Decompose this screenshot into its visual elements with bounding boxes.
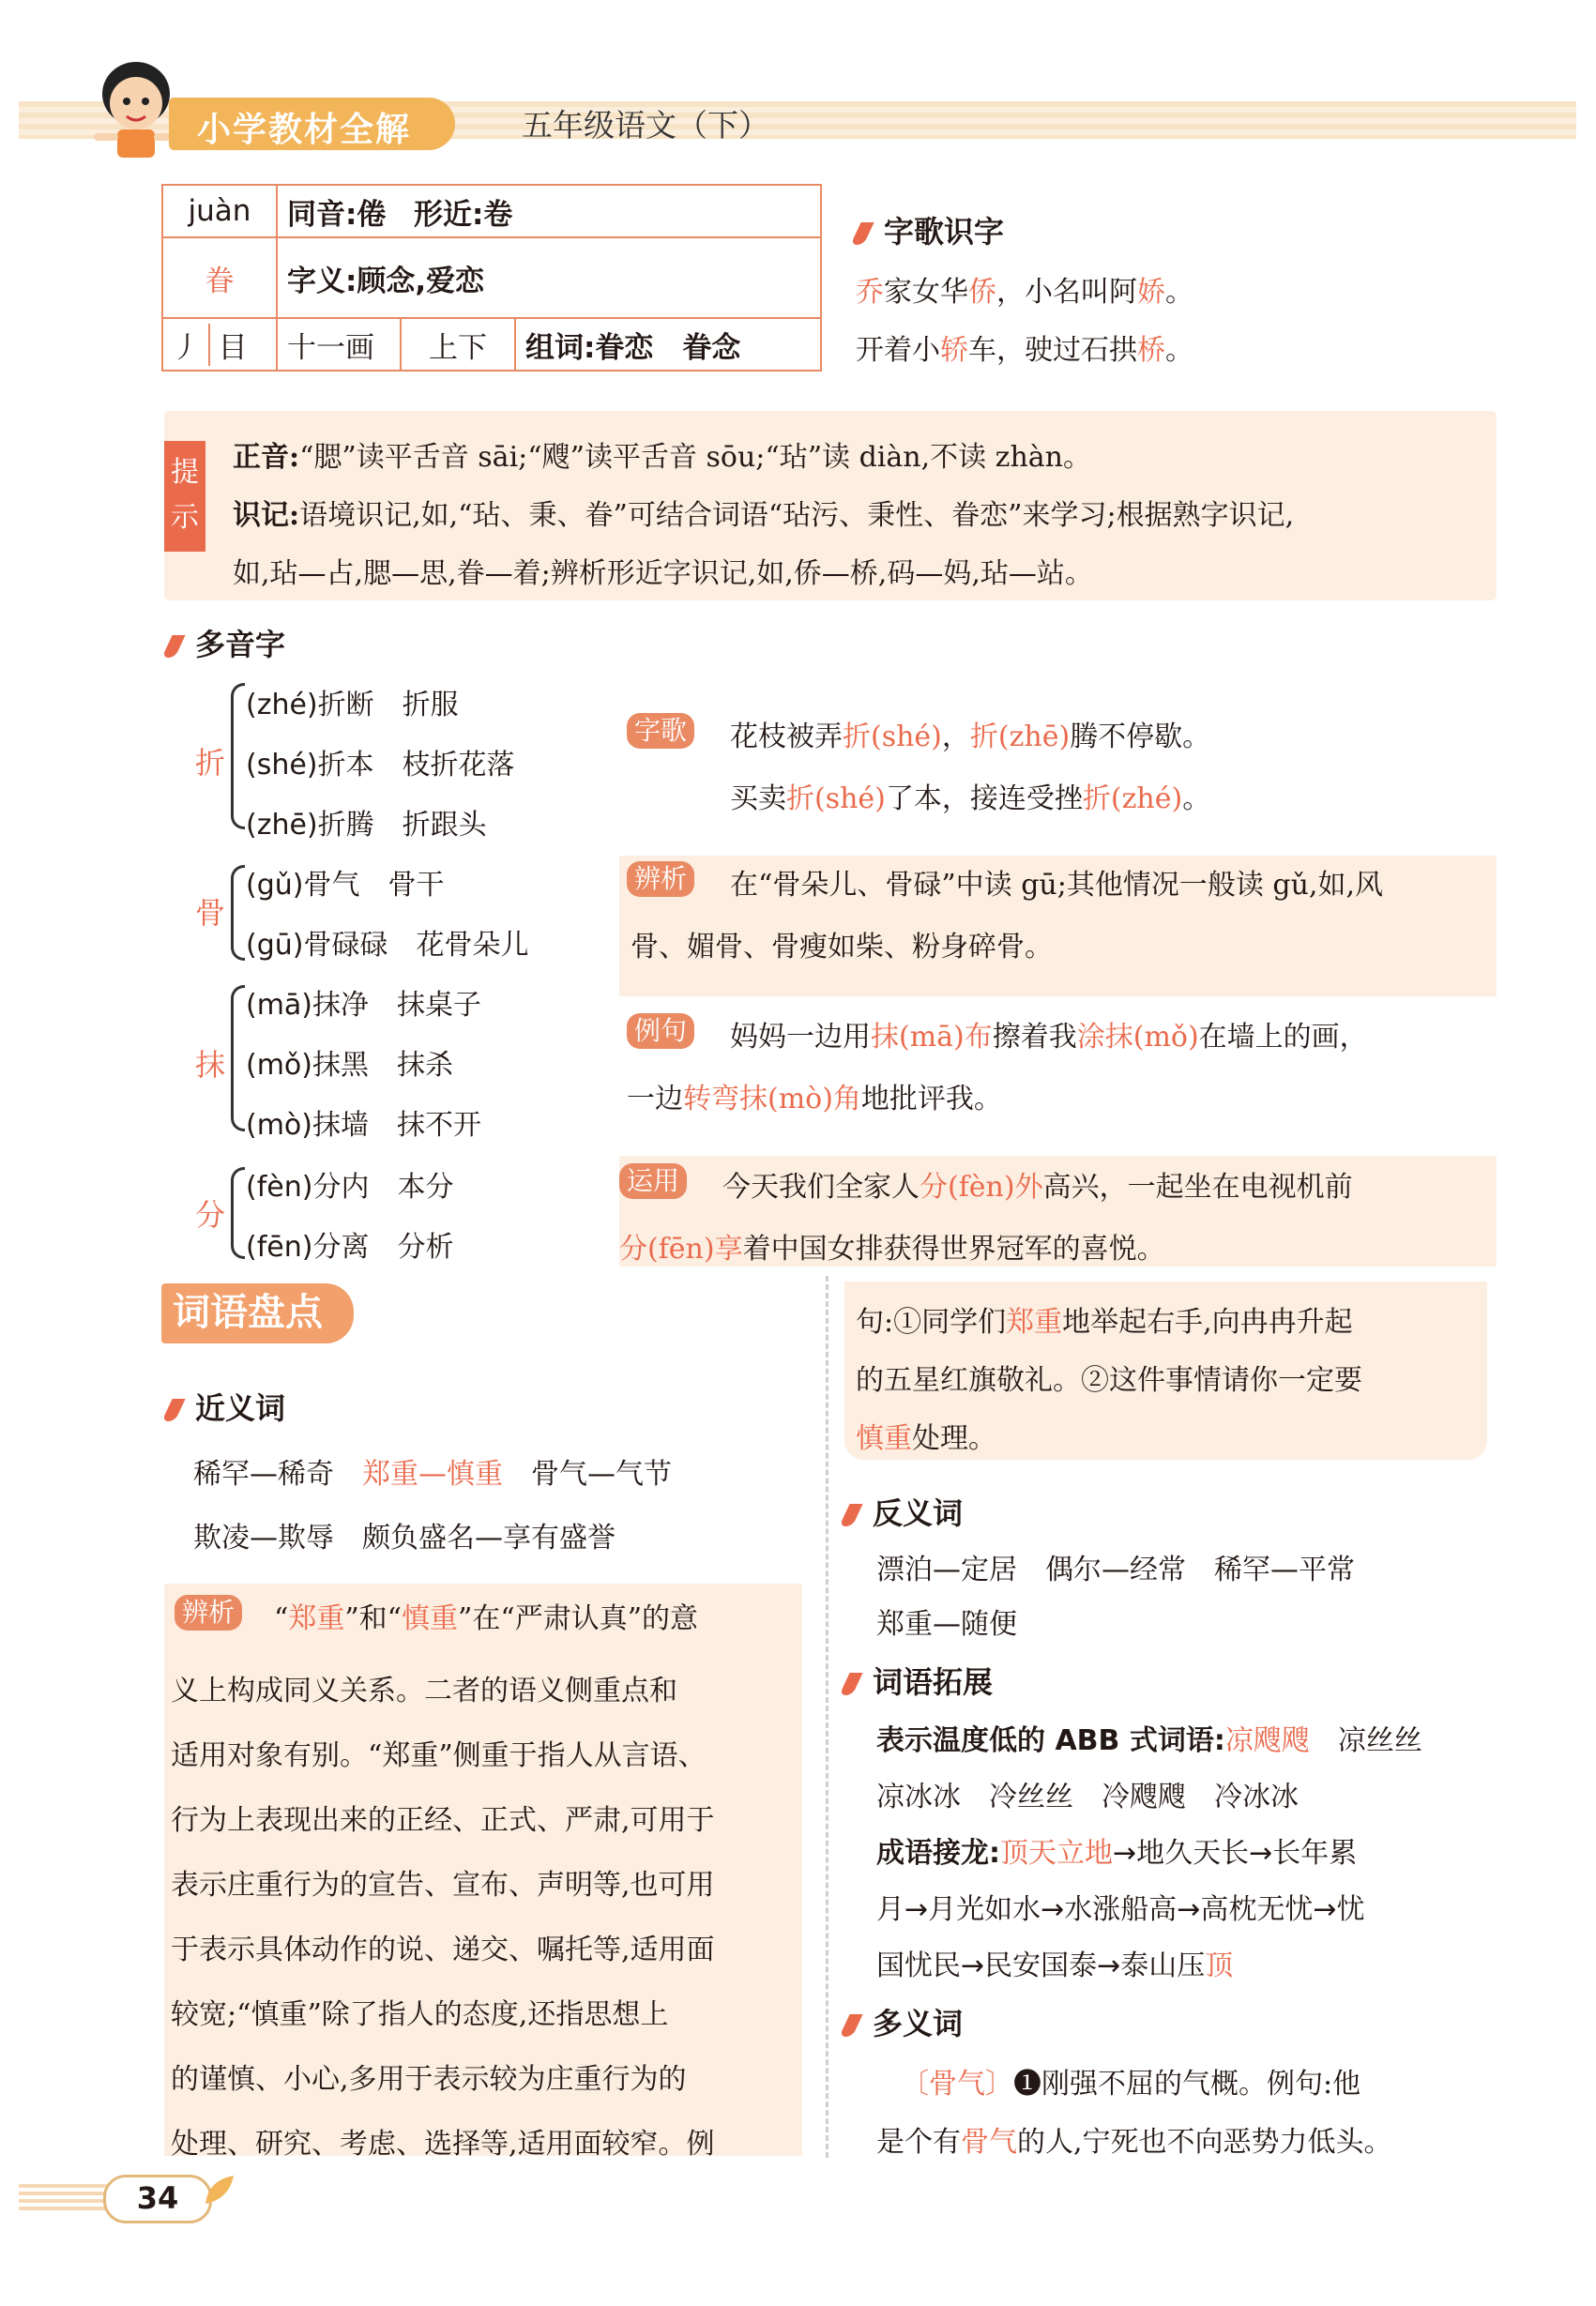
text-segment: 。 (1182, 782, 1211, 815)
polyphone-heading (167, 621, 285, 664)
multi-line-1 (901, 2060, 1360, 2101)
idiom-label: 成语接龙: (876, 1837, 1000, 1870)
text-segment: 分(fēn)享 (619, 1233, 743, 1266)
zige-title: 字歌识字 (884, 214, 1005, 250)
ju-line-1 (856, 1298, 1353, 1340)
poly-fen-r2: (fēn)分离 分析 (246, 1231, 454, 1264)
text-segment: 妈妈一边用 (730, 1021, 871, 1054)
fen-note-line-2 (619, 1225, 1165, 1267)
polyphone-title: 多音字 (195, 627, 286, 662)
bianxi-line: 处理、研究、考虑、选择等,适用面较窄。例 (171, 2128, 715, 2161)
char-strokes: 十一画 (277, 318, 401, 371)
multi-word: 〔骨气〕 (901, 2068, 1013, 2101)
bianxi-lines (171, 1659, 715, 2177)
zhe-note-tag: 字歌 (627, 713, 694, 749)
text-segment: 开着小 (856, 334, 940, 367)
poly-mo-r3: (mò)抹墙 抹不开 (246, 1109, 481, 1142)
tips-line-2 (233, 492, 1294, 533)
brace-fen (231, 1167, 245, 1259)
poly-zhe-r1: (zhé)折断 折服 (246, 689, 459, 721)
bianxi-line: 的谨慎、小心,多用于表示较为庄重行为的 (171, 2063, 687, 2096)
text-segment: ”在“严肃认真”的意 (458, 1602, 699, 1635)
text-segment: 慎重 (856, 1422, 912, 1455)
char-radical-b: 目 (218, 330, 248, 365)
char-radical-a: 丿 (163, 324, 210, 366)
tips-line-3: 如,玷—占,腮—思,眷—着;辨析形近字识记,如,侨—桥,码—妈,玷—站。 (233, 557, 1093, 590)
text-segment: 乔 (856, 276, 884, 309)
text-segment: 地举起右手,向冉冉升起 (1062, 1306, 1353, 1339)
text-segment: 的人,宁死也不向恶势力低头。 (1017, 2126, 1392, 2159)
text-segment: 轿 (940, 334, 968, 367)
poly-gu-r2: (gū)骨碌碌 花骨朵儿 (246, 929, 529, 962)
ant-1c: 稀罕—平常 (1214, 1554, 1355, 1586)
brace-gu (231, 865, 245, 961)
text-segment: 在墙上的画， (1198, 1021, 1368, 1054)
char-table (161, 184, 822, 372)
text-segment: 分(fèn)外 (920, 1171, 1043, 1204)
ant-line-1 (876, 1546, 1355, 1587)
text-segment: 骨气 (961, 2126, 1017, 2159)
poly-gu-r1: (gǔ)骨气 骨干 (246, 869, 445, 902)
text-segment: 家女华 (884, 276, 968, 309)
text-segment: 抹(mā)布 (871, 1021, 993, 1054)
syn-2b: 颇负盛名—享有盛誉 (362, 1522, 616, 1555)
abb-label: 表示温度低的 ABB 式词语: (876, 1724, 1225, 1757)
multi-l1: ❶刚强不屈的气概。例句:他 (1013, 2068, 1361, 2101)
vocab-section-title: 词语盘点 (161, 1283, 354, 1343)
bianxi-line: 行为上表现出来的正经、正式、严肃,可用于 (171, 1804, 715, 1837)
fen-note-tag: 运用 (619, 1163, 687, 1199)
text-segment: 折(shé) (843, 721, 942, 753)
pencil-icon (839, 2014, 862, 2037)
zhe-note-line-1 (730, 713, 1210, 754)
text-segment: 花枝被弄 (730, 721, 843, 753)
tips-l1-text: “腮”读平舌音 sāi;“飕”读平舌音 sōu;“玷”读 diàn,不读 zhàn。 (299, 441, 1091, 474)
zige-line-2 (856, 326, 1193, 368)
text-segment: 句:①同学们 (856, 1306, 1007, 1339)
char-similar: 形近:卷 (413, 197, 513, 232)
multi-title: 多义词 (873, 2006, 964, 2041)
bianxi-tag: 辨析 (175, 1595, 242, 1631)
mo-note-tag: 例句 (627, 1013, 694, 1049)
abb-line-1 (876, 1717, 1422, 1758)
syn-heading (167, 1385, 285, 1428)
abb-rest: 凉丝丝 (1337, 1724, 1422, 1757)
text-segment: 桥 (1137, 334, 1165, 367)
ant-line-2: 郑重—随便 (876, 1608, 1017, 1641)
syn-2a: 欺凌—欺辱 (193, 1522, 334, 1555)
mo-note-line-2 (627, 1075, 1002, 1116)
text-segment: 车，驶过石拱 (968, 334, 1137, 367)
pencil-icon (161, 635, 185, 658)
text-segment: 娇 (1137, 276, 1165, 309)
syn-1c: 骨气—气节 (531, 1458, 672, 1491)
text-segment: 慎重 (402, 1602, 459, 1635)
tips-l2-label: 识记: (233, 499, 300, 532)
idiom-line-1 (876, 1829, 1357, 1871)
syn-title: 近义词 (195, 1390, 286, 1426)
pencil-icon (839, 1504, 862, 1526)
syn-line-2 (193, 1514, 616, 1555)
text-segment: ”和“ (344, 1602, 403, 1635)
gu-note-line-2: 骨、媚骨、骨瘦如柴、粉身碎骨。 (631, 931, 1053, 963)
ant-1a: 漂泊—定居 (876, 1554, 1017, 1586)
zige-line-1 (856, 268, 1193, 310)
text-segment: 是个有 (876, 2126, 961, 2159)
poly-mo-r1: (mā)抹净 抹桌子 (246, 989, 482, 1022)
text-segment: 折(shé) (786, 782, 886, 815)
text-segment: 郑重 (288, 1602, 345, 1635)
text-segment: 转弯抹(mò)角 (683, 1083, 861, 1115)
text-segment: ， (941, 721, 970, 753)
ext-title: 词语拓展 (873, 1664, 994, 1700)
bianxi-line: 适用对象有别。“郑重”侧重于指人从言语、 (171, 1739, 707, 1772)
zige-heading (856, 208, 1004, 251)
poly-char-zhe: 折 (195, 745, 226, 781)
tips-l1-label: 正音: (233, 441, 300, 474)
char-structure: 上下 (401, 318, 515, 371)
header-title: 小学教材全解 (197, 111, 412, 149)
poly-zhe-r2: (shé)折本 枝折花落 (246, 749, 515, 781)
poly-char-gu: 骨 (195, 895, 226, 931)
syn-1b: 郑重—慎重 (362, 1458, 503, 1491)
idiom-rest: →地久天长→长年累 (1113, 1837, 1358, 1870)
gu-note-line-1: 在“骨朵儿、骨碌”中读 gū;其他情况一般读 gǔ,如,风 (730, 869, 1383, 902)
text-segment: 侨 (968, 276, 996, 309)
text-segment: 一边 (627, 1083, 683, 1115)
ju-line-3 (856, 1415, 996, 1456)
abb-first: 凉飕飕 (1224, 1724, 1310, 1757)
tips-line-1 (233, 433, 1091, 475)
gu-note-tag: 辨析 (627, 861, 694, 897)
leaf-icon (201, 2171, 238, 2208)
multi-line-2 (876, 2118, 1392, 2160)
abb-line-2: 凉冰冰 冷丝丝 冷飕飕 冷冰冰 (876, 1781, 1299, 1813)
pencil-icon (850, 222, 874, 245)
poly-zhe-r3: (zhē)折腾 折跟头 (246, 809, 487, 842)
ant-1b: 偶尔—经常 (1045, 1554, 1186, 1586)
text-segment: 郑重 (1006, 1306, 1063, 1339)
header-subtitle: 五年级语文（下） (522, 107, 769, 144)
char-big: 眷 (162, 237, 277, 318)
poly-char-fen: 分 (195, 1197, 226, 1233)
fen-note-line-1 (722, 1163, 1353, 1205)
text-segment: 折(zhē) (969, 721, 1071, 753)
syn-1a: 稀罕—稀奇 (193, 1458, 334, 1491)
bianxi-line: 较宽;“慎重”除了指人的态度,还指思想上 (171, 1998, 669, 2031)
idiom-line-2: 月→月光如水→水涨船高→高枕无忧→忧 (876, 1893, 1365, 1926)
text-segment: 着中国女排获得世界冠军的喜悦。 (742, 1233, 1165, 1266)
bianxi-line: 于表示具体动作的说、递交、嘱托等,适用面 (171, 1934, 715, 1966)
idiom-line-3 (876, 1942, 1233, 1983)
bianxi-line: 义上构成同义关系。二者的语义侧重点和 (171, 1675, 677, 1707)
pencil-icon (161, 1399, 185, 1421)
text-segment: “ (274, 1602, 289, 1635)
idiom-3a: 国忧民→民安国泰→泰山压 (876, 1949, 1206, 1982)
zhe-note-line-2 (730, 775, 1210, 816)
char-meaning: 字义:顾念,爱恋 (277, 237, 821, 318)
poly-mo-r2: (mǒ)抹黑 抹杀 (246, 1049, 453, 1082)
text-segment: 腾不停歇。 (1070, 721, 1211, 753)
text-segment: 擦着我 (992, 1021, 1077, 1054)
char-pinyin: juàn (162, 185, 277, 237)
ext-heading (844, 1659, 993, 1702)
text-segment: 折(zhé) (1082, 782, 1183, 815)
poly-fen-r1: (fèn)分内 本分 (246, 1171, 454, 1204)
page-number: 34 (103, 2175, 212, 2223)
bianxi-line: 表示庄重行为的宣告、宣布、声明等,也可用 (171, 1869, 715, 1902)
ant-heading (844, 1490, 963, 1533)
syn-line-1 (193, 1450, 672, 1492)
tips-tag: 提 示 (164, 441, 205, 552)
brace-zhe (231, 683, 245, 829)
poly-char-mo: 抹 (195, 1047, 226, 1083)
text-segment: 处理。 (912, 1422, 996, 1455)
pencil-icon (839, 1673, 862, 1695)
mo-note-line-1 (730, 1013, 1368, 1054)
text-segment: 涂抹(mǒ) (1076, 1021, 1199, 1054)
ant-title: 反义词 (873, 1495, 964, 1531)
text-segment: 买卖 (730, 782, 786, 815)
ju-line-2: 的五星红旗敬礼。②这件事情请你一定要 (856, 1364, 1362, 1397)
idiom-first: 顶天立地 (1000, 1837, 1113, 1870)
char-words: 组词:眷恋 眷念 (515, 318, 821, 371)
text-segment: 高兴，一起坐在电视机前 (1042, 1171, 1353, 1204)
brace-mo (231, 985, 245, 1131)
text-segment: 了本，接连受挫 (885, 782, 1083, 815)
text-segment: 。 (1165, 276, 1193, 309)
column-divider (826, 1276, 828, 2158)
multi-heading (844, 2000, 963, 2043)
text-segment: 地批评我。 (860, 1083, 1002, 1115)
text-segment: 今天我们全家人 (722, 1171, 920, 1204)
tips-l2-text: 语境识记,如,“玷、秉、眷”可结合词语“玷污、秉性、眷恋”来学习;根据熟字识记, (299, 499, 1295, 532)
idiom-3b: 顶 (1205, 1949, 1234, 1982)
text-segment: ，小名叫阿 (996, 276, 1137, 309)
text-segment: 。 (1165, 334, 1193, 367)
bianxi-line-1 (274, 1595, 698, 1636)
char-homophone: 同音:倦 (287, 197, 387, 232)
